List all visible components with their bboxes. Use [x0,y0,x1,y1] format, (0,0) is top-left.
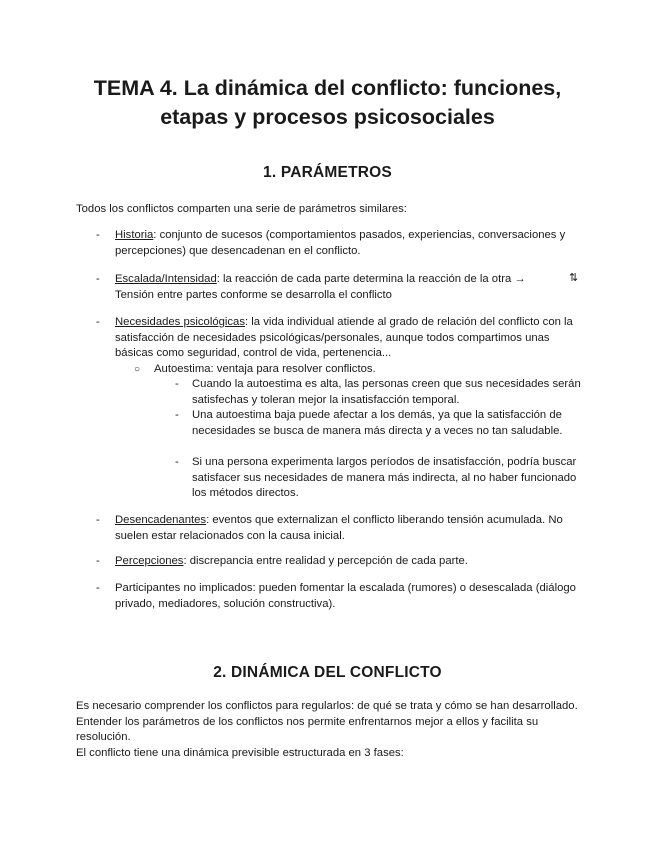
list-item-desencadenantes [115,513,579,544]
sub-item-insatisfaccion: Si una persona experimenta largos períodos de insatisfacción, podría buscar satisfacer sus necesidades de manera más indirecta, al no haber funcionado los métodos directos. [192,456,577,499]
list-item-historia [115,228,579,259]
autoestima-item: Autoestima: ventaja para resolver conflictos. [154,363,376,375]
section-1-heading: 1. PARÁMETROS [263,164,392,181]
term-desencadenantes: Desencadenantes [115,514,207,526]
bullet-dash: - [175,456,179,468]
bullet-dash: - [175,409,179,421]
title-line-1: TEMA 4. La dinámica del conflicto: funciones, [93,76,562,100]
document-title [40,74,615,132]
list-item-escalada [115,272,555,303]
list-item-necesidades [115,315,579,362]
sub-item-autoestima-alta: Cuando la autoestima es alta, las personas creen que sus necesidades serán satisfechas y toleran mejor la insatisfacción temporal. [192,378,581,406]
bullet-dash: - [175,378,179,390]
list-item-participantes: Participantes no implicados: pueden fomentar la escalada (rumores) o desescalada (diálogo privado, mediadores, solución constructiva). [115,582,576,610]
section-1-intro: Todos los conflictos comparten una serie de parámetros similares: [76,203,407,215]
swap-arrows-icon: ⇅ [569,272,579,284]
bullet-dash: - [96,273,100,285]
title-line-2: etapas y procesos psicosociales [160,105,495,129]
term-historia: Historia [115,229,154,241]
section-2-paragraph-2: El conflicto tiene una dinámica previsible estructurada en 3 fases: [76,747,404,759]
term-escalada: Escalada/Intensidad [115,273,217,285]
term-percepciones: Percepciones [115,555,184,567]
list-item-percepciones [115,554,579,570]
bullet-dash: - [96,229,100,241]
bullet-dash: - [96,316,100,328]
section-2-paragraph-1: Es necesario comprender los conflictos para regularlos: de qué se trata y cómo se han desarrollado. Entender los parámetros de los conflictos nos permite enfrentarnos mejor a ellos y facilita su resolución. [76,700,578,743]
list-item-text: : la reacción de cada parte determina la reacción de la otra → Tensión entre partes conforme se desarrolla el conflicto [115,273,526,301]
bullet-dash: - [96,555,100,567]
circle-bullet-icon: ○ [134,364,141,375]
bullet-dash: - [96,582,100,594]
sub-item-autoestima-baja: Una autoestima baja puede afectar a los demás, ya que la satisfacción de necesidades se busca de manera más directa y a veces no tan saludable. [192,409,563,437]
section-2-heading: 2. DINÁMICA DEL CONFLICTO [213,664,442,681]
list-item-text: : la vida individual atiende al grado de relación del conflicto con la satisfacción de necesidades psicológicas/personales, aunque todos compartimos unas básicas como seguridad, control de vida, pertenencia... [115,316,573,359]
list-item-text: : conjunto de sucesos (comportamientos pasados, experiencias, conversaciones y percepciones) que desencadenan en el conflicto. [115,229,566,257]
list-item-text: : eventos que externalizan el conflicto liberando tensión acumulada. No suelen estar relacionados con la causa inicial. [115,514,563,542]
list-item-text: : discrepancia entre realidad y percepción de cada parte. [183,555,468,567]
term-necesidades: Necesidades psicológicas [115,316,245,328]
bullet-dash: - [96,514,100,526]
